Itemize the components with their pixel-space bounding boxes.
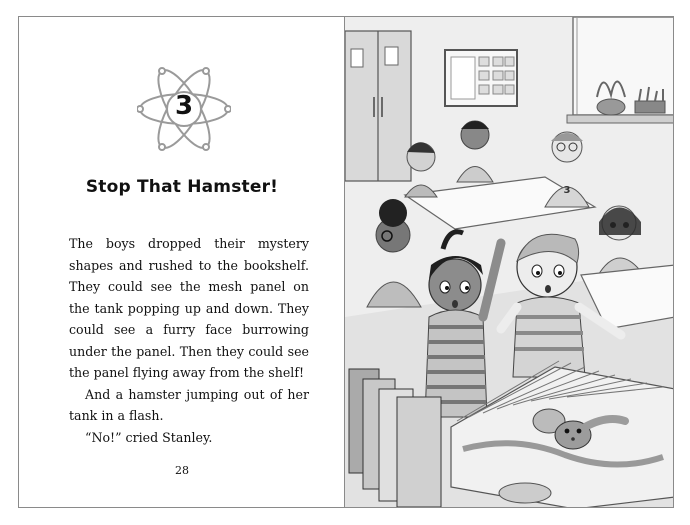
paragraph: “No!” cried Stanley. bbox=[85, 429, 213, 445]
window bbox=[567, 17, 674, 123]
paragraph: And a hamster jumping out of her tank in a flash. bbox=[69, 386, 309, 423]
cabinet bbox=[345, 31, 411, 181]
shirt-number: 3 bbox=[563, 185, 571, 196]
classroom-illustration bbox=[345, 17, 674, 508]
bulletin-board bbox=[445, 50, 517, 106]
page-number: 28 bbox=[175, 464, 189, 477]
chapter-number: 3 bbox=[174, 91, 194, 121]
illustration-page bbox=[344, 16, 674, 508]
chapter-title: Stop That Hamster! bbox=[85, 177, 279, 197]
left-page bbox=[18, 16, 344, 508]
paragraph: The boys dropped their mystery shapes and rushed to the bookshelf. They could see the mesh panel on the tank popping up and down. They could see a furry face burrowing under the panel. Then they could see the panel flying away from the shelf! bbox=[69, 236, 309, 380]
body-text bbox=[69, 233, 309, 448]
